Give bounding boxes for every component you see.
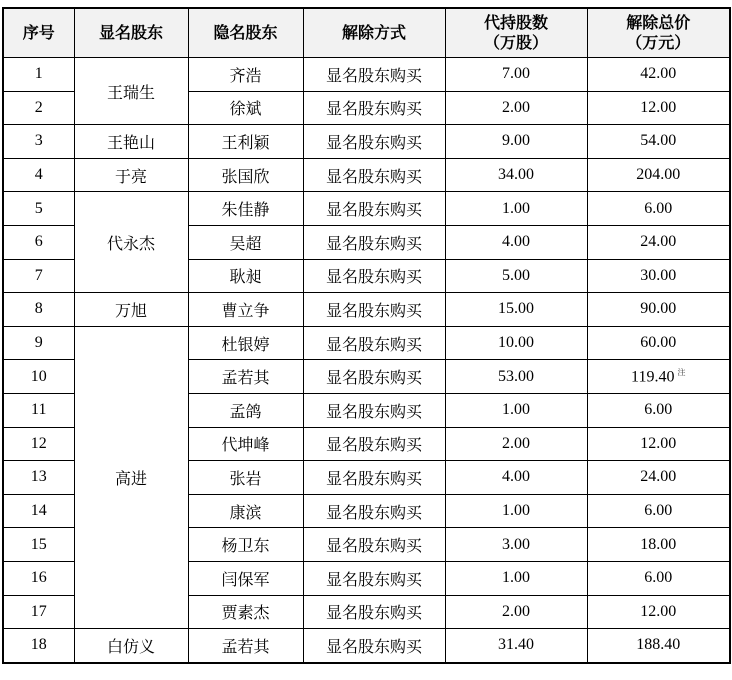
cell-release-price [587, 393, 730, 427]
cell-hidden-shareholder: 吴超 [188, 225, 303, 259]
cell-named-shareholder: 白仿义 [74, 629, 188, 663]
cell-release-method: 显名股东购买 [303, 326, 445, 360]
header-release-method: 解除方式 [303, 8, 445, 58]
cell-release-price [587, 561, 730, 595]
cell-hidden-shareholder: 孟若其 [188, 360, 303, 394]
cell-held-shares: 34.00 [445, 158, 587, 192]
cell-release-price [587, 528, 730, 562]
cell-held-shares: 15.00 [445, 293, 587, 327]
cell-hidden-shareholder: 孟若其 [188, 629, 303, 663]
cell-named-shareholder: 高进 [74, 326, 188, 628]
cell-release-method: 显名股东购买 [303, 192, 445, 226]
header-release-price-unit: （万元） [626, 33, 691, 52]
cell-release-price [587, 360, 730, 394]
table-row [3, 158, 730, 192]
release-price-value: 54.00 [640, 132, 677, 150]
cell-release-method: 显名股东购买 [303, 225, 445, 259]
cell-hidden-shareholder: 张国欣 [188, 158, 303, 192]
table-row [3, 326, 730, 360]
header-release-price-title: 解除总价 [626, 13, 691, 32]
cell-release-price [587, 293, 730, 327]
release-price-value: 6.00 [644, 199, 673, 217]
release-price-value: 204.00 [636, 166, 681, 184]
release-price-value: 12.00 [640, 434, 677, 452]
cell-hidden-shareholder: 徐斌 [188, 91, 303, 125]
release-price-value: 30.00 [640, 266, 677, 284]
cell-held-shares: 2.00 [445, 427, 587, 461]
table-row [3, 192, 730, 226]
cell-release-price [587, 326, 730, 360]
cell-held-shares: 1.00 [445, 192, 587, 226]
cell-release-method: 显名股东购买 [303, 595, 445, 629]
cell-release-price [587, 494, 730, 528]
cell-release-method: 显名股东购买 [303, 561, 445, 595]
nominee-shareholding-release-table [2, 7, 731, 664]
cell-held-shares: 1.00 [445, 561, 587, 595]
cell-release-price [587, 259, 730, 293]
cell-held-shares: 1.00 [445, 494, 587, 528]
cell-seq: 3 [3, 125, 74, 159]
cell-release-price [587, 225, 730, 259]
table-row [3, 629, 730, 663]
cell-seq: 15 [3, 528, 74, 562]
cell-seq: 13 [3, 461, 74, 495]
release-price-value: 12.00 [640, 98, 677, 116]
cell-release-method: 显名股东购买 [303, 259, 445, 293]
cell-held-shares: 2.00 [445, 91, 587, 125]
cell-hidden-shareholder: 孟鸽 [188, 393, 303, 427]
cell-hidden-shareholder: 耿昶 [188, 259, 303, 293]
cell-seq: 10 [3, 360, 74, 394]
release-price-value: 119.40 [631, 368, 675, 386]
cell-release-price [587, 461, 730, 495]
cell-held-shares: 1.00 [445, 393, 587, 427]
cell-release-method: 显名股东购买 [303, 494, 445, 528]
release-price-value: 188.40 [636, 636, 681, 654]
cell-release-method: 显名股东购买 [303, 393, 445, 427]
cell-held-shares: 5.00 [445, 259, 587, 293]
header-seq: 序号 [3, 8, 74, 58]
release-price-value: 6.00 [644, 401, 673, 419]
cell-held-shares: 4.00 [445, 225, 587, 259]
cell-seq: 11 [3, 393, 74, 427]
cell-held-shares: 4.00 [445, 461, 587, 495]
release-price-value: 6.00 [644, 502, 673, 520]
cell-held-shares: 7.00 [445, 58, 587, 92]
cell-seq: 8 [3, 293, 74, 327]
cell-hidden-shareholder: 闫保军 [188, 561, 303, 595]
release-price-value: 6.00 [644, 569, 673, 587]
table-body [3, 58, 730, 663]
cell-seq: 16 [3, 561, 74, 595]
cell-seq: 4 [3, 158, 74, 192]
header-held-shares [445, 8, 587, 58]
cell-seq: 9 [3, 326, 74, 360]
cell-release-price [587, 192, 730, 226]
shareholding-table-container [2, 7, 731, 664]
cell-hidden-shareholder: 代坤峰 [188, 427, 303, 461]
cell-named-shareholder: 王艳山 [74, 125, 188, 159]
cell-held-shares: 53.00 [445, 360, 587, 394]
footnote-marker: 注 [677, 367, 686, 377]
cell-hidden-shareholder: 杜银婷 [188, 326, 303, 360]
header-held-shares-title: 代持股数 [483, 13, 548, 32]
cell-release-method: 显名股东购买 [303, 461, 445, 495]
release-price-value: 24.00 [640, 468, 677, 486]
cell-hidden-shareholder: 齐浩 [188, 58, 303, 92]
cell-named-shareholder: 于亮 [74, 158, 188, 192]
cell-held-shares: 2.00 [445, 595, 587, 629]
cell-release-method: 显名股东购买 [303, 158, 445, 192]
cell-release-method: 显名股东购买 [303, 427, 445, 461]
cell-release-price [587, 427, 730, 461]
release-price-value: 60.00 [640, 334, 677, 352]
cell-seq: 12 [3, 427, 74, 461]
table-row [3, 58, 730, 92]
cell-named-shareholder: 万旭 [74, 293, 188, 327]
table-row [3, 125, 730, 159]
cell-hidden-shareholder: 朱佳静 [188, 192, 303, 226]
cell-release-method: 显名股东购买 [303, 360, 445, 394]
header-release-price [587, 8, 730, 58]
cell-release-method: 显名股东购买 [303, 528, 445, 562]
cell-named-shareholder: 代永杰 [74, 192, 188, 293]
cell-seq: 7 [3, 259, 74, 293]
cell-release-price [587, 91, 730, 125]
release-price-value: 90.00 [640, 300, 677, 318]
cell-release-price [587, 595, 730, 629]
header-hidden-shareholder: 隐名股东 [188, 8, 303, 58]
table-row [3, 293, 730, 327]
release-price-value: 18.00 [640, 535, 677, 553]
cell-hidden-shareholder: 康滨 [188, 494, 303, 528]
cell-named-shareholder: 王瑞生 [74, 58, 188, 125]
cell-seq: 17 [3, 595, 74, 629]
cell-held-shares: 3.00 [445, 528, 587, 562]
table-header-row [3, 8, 730, 58]
cell-release-price [587, 125, 730, 159]
cell-hidden-shareholder: 王利颖 [188, 125, 303, 159]
cell-hidden-shareholder: 张岩 [188, 461, 303, 495]
cell-release-method: 显名股东购买 [303, 58, 445, 92]
cell-held-shares: 31.40 [445, 629, 587, 663]
cell-release-price [587, 58, 730, 92]
cell-hidden-shareholder: 曹立争 [188, 293, 303, 327]
release-price-value: 12.00 [640, 602, 677, 620]
cell-seq: 18 [3, 629, 74, 663]
cell-hidden-shareholder: 贾素杰 [188, 595, 303, 629]
cell-release-method: 显名股东购买 [303, 125, 445, 159]
cell-release-price [587, 158, 730, 192]
cell-release-method: 显名股东购买 [303, 293, 445, 327]
release-price-value: 24.00 [640, 233, 677, 251]
cell-hidden-shareholder: 杨卫东 [188, 528, 303, 562]
cell-held-shares: 10.00 [445, 326, 587, 360]
cell-release-method: 显名股东购买 [303, 91, 445, 125]
cell-release-method: 显名股东购买 [303, 629, 445, 663]
release-price-value: 42.00 [640, 65, 677, 83]
cell-held-shares: 9.00 [445, 125, 587, 159]
header-named-shareholder: 显名股东 [74, 8, 188, 58]
header-held-shares-unit: （万股） [483, 33, 548, 52]
cell-seq: 6 [3, 225, 74, 259]
cell-release-price [587, 629, 730, 663]
cell-seq: 1 [3, 58, 74, 92]
cell-seq: 5 [3, 192, 74, 226]
cell-seq: 14 [3, 494, 74, 528]
cell-seq: 2 [3, 91, 74, 125]
